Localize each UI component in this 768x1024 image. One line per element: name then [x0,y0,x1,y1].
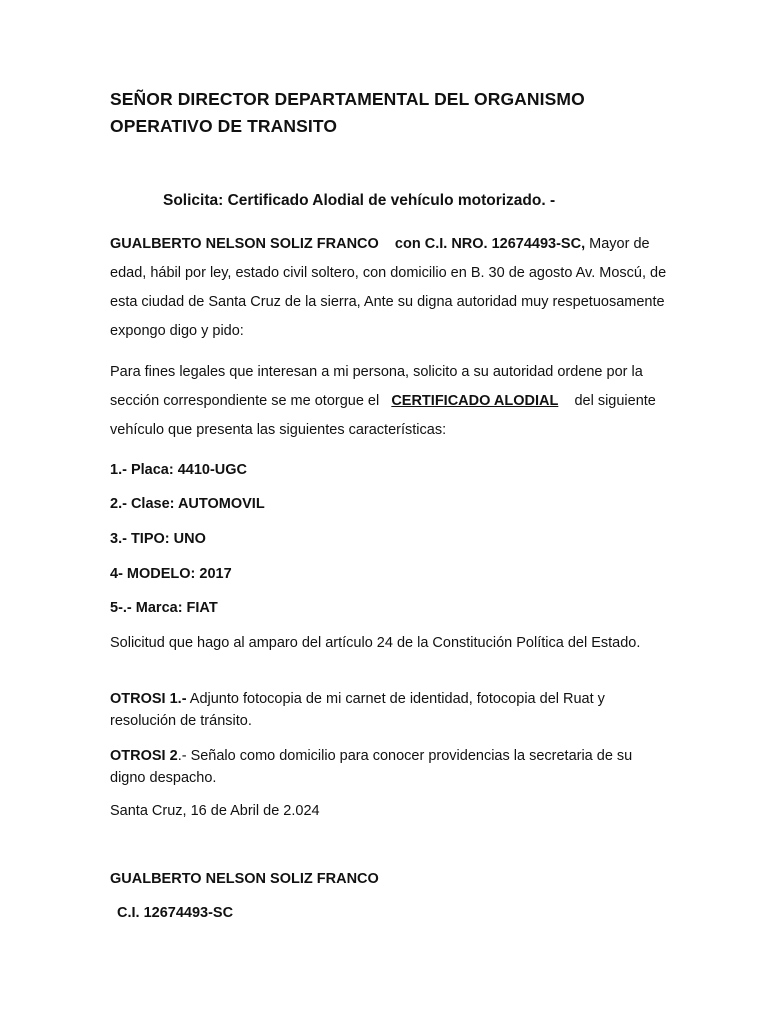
request-text-after: del siguiente vehículo que presenta las siguientes características: [110,393,656,438]
intro-text: Mayor de edad, hábil por ley, estado civil soltero, con domicilio en B. 30 de agosto Av. Moscú, de esta ciudad de Santa Cruz de la sierra, Ante su digna autoridad muy respetuosamente expongo digo y pido: [110,236,667,339]
vehicle-item-tipo: 3.- TIPO: UNO [110,531,206,547]
legal-basis-paragraph: Solicitud que hago al amparo del artículo 24 de la Constitución Política del Estado. [110,635,641,651]
addressee-line-2: OPERATIVO DE TRANSITO [110,116,338,136]
otrosi-1-text: Adjunto fotocopia de mi carnet de identidad, fotocopia del Ruat y resolución de tránsito. [110,691,605,729]
subject-line: Solicita: Certificado Alodial de vehículo motorizado. - [163,192,556,209]
vehicle-item-marca: 5-.- Marca: FIAT [110,600,218,616]
addressee-line-1: SEÑOR DIRECTOR DEPARTAMENTAL DEL ORGANISMO [110,89,585,109]
intro-paragraph [110,230,670,346]
otrosi-1-label: OTROSI 1.- [110,691,187,707]
signature-name: GUALBERTO NELSON SOLIZ FRANCO [110,871,379,887]
vehicle-item-clase: 2.- Clase: AUTOMOVIL [110,496,265,512]
applicant-name: GUALBERTO NELSON SOLIZ FRANCO [110,236,379,252]
signature-ci: C.I. 12674493-SC [117,905,234,921]
otrosi-2-text: .- Señalo como domicilio para conocer providencias la secretaria de su digno despacho. [110,748,633,786]
request-text-before: Para fines legales que interesan a mi persona, solicito a su autoridad ordene por la sección correspondiente se me otorgue el [110,364,643,409]
applicant-ci: con C.I. NRO. 12674493-SC, [394,236,586,252]
otrosi-2-paragraph [110,745,670,789]
date-line: Santa Cruz, 16 de Abril de 2.024 [110,803,320,819]
otrosi-2-label: OTROSI 2 [110,748,178,764]
vehicle-item-placa: 1.- Placa: 4410-UGC [110,462,248,478]
certificate-highlight: CERTIFICADO ALODIAL [391,393,559,409]
request-paragraph [110,358,670,445]
otrosi-1-paragraph [110,688,670,732]
vehicle-item-modelo: 4- MODELO: 2017 [110,566,232,582]
